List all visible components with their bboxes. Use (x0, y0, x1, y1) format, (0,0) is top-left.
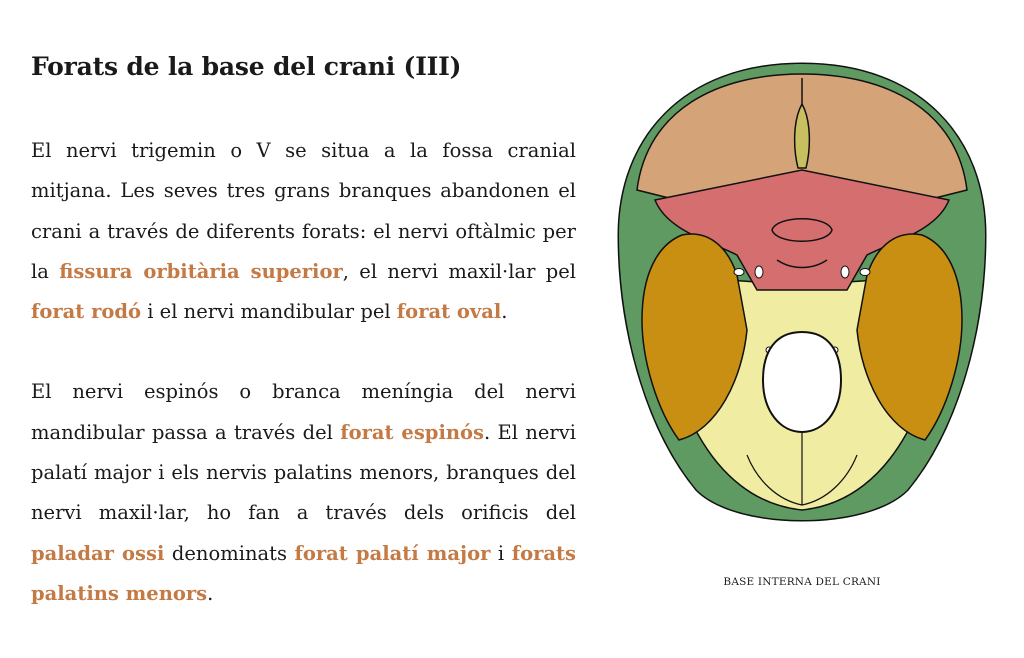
text-segment: . (501, 300, 508, 324)
foramen-ovale-right (860, 269, 870, 276)
term-forat-oval[interactable]: forat oval (396, 300, 502, 324)
foramen-rotundum-left (755, 266, 763, 278)
text-segment: . El nervi palatí major i els nervis palatins menors, branques del nervi maxil·lar, ho fan a través dels orificis del (31, 420, 576, 525)
paragraph-trigeminal (31, 131, 576, 332)
term-fissura-orbitaria-superior[interactable]: fissura orbitària superior (59, 259, 343, 283)
term-forats-palatins-menors[interactable]: forats palatins menors (31, 541, 576, 605)
text-segment: El nervi trigemin o V se situa a la fossa cranial mitjana. Les seves tres grans branques abandonen el crani a través de diferents forats: el nervi oftàlmic per la (31, 139, 576, 283)
text-segment: . (207, 581, 214, 605)
skull-base-illustration (597, 60, 1007, 538)
page-title: Forats de la base del crani (III) (31, 52, 462, 81)
figure-caption: BASE INTERNA DEL CRANI (723, 576, 881, 588)
text-segment: denominats (164, 541, 295, 565)
text-segment: i el nervi mandibular pel (141, 300, 397, 324)
term-paladar-ossi[interactable]: paladar ossi (31, 541, 165, 565)
term-forat-rodo[interactable]: forat rodó (31, 300, 142, 324)
foramen-magnum (763, 332, 841, 432)
text-segment: i (490, 541, 512, 565)
text-segment: , el nervi maxil·lar pel (342, 259, 577, 283)
text-column (31, 131, 576, 614)
text-segment: El nervi espinós o branca meníngia del nervi mandibular passa a través del (31, 380, 576, 444)
foramen-ovale-left (734, 269, 744, 276)
foramen-rotundum-right (841, 266, 849, 278)
term-forat-palati-major[interactable]: forat palatí major (294, 541, 491, 565)
term-forat-espinos[interactable]: forat espinós (340, 420, 485, 444)
paragraph-espinos (31, 372, 576, 614)
